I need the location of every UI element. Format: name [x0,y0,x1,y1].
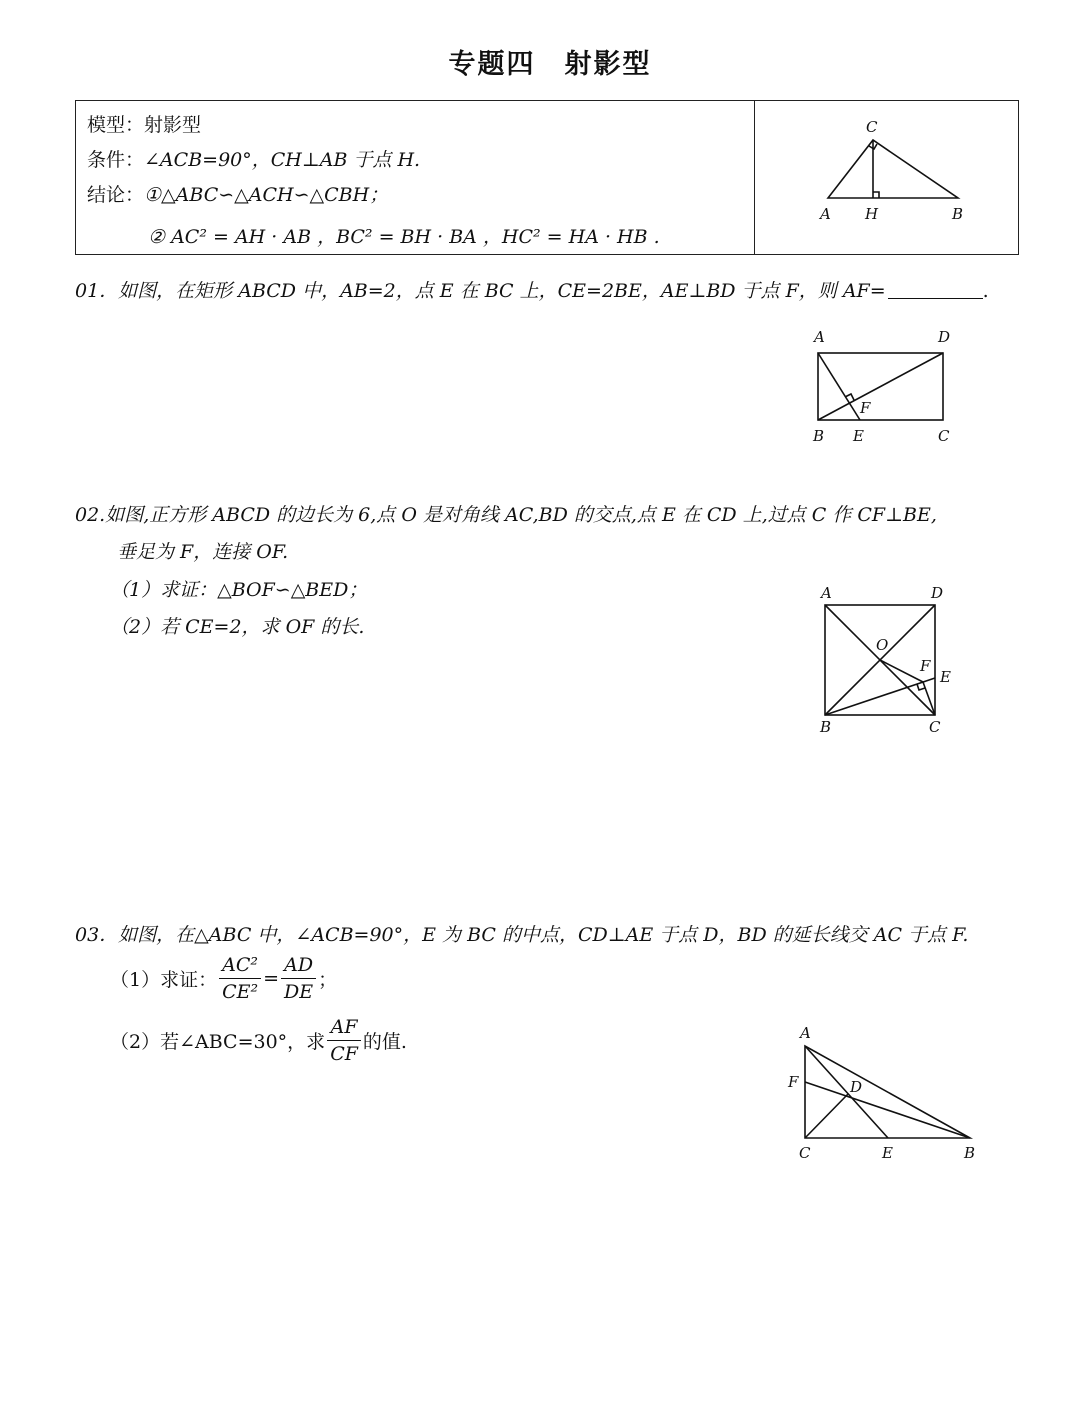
fraction-af-cf [327,1014,361,1067]
label-c: C [799,1144,811,1162]
question-2-part-2 [110,612,364,639]
fraction-3-denominator: CF [330,1043,358,1065]
label-a: A [821,584,832,602]
fraction-ad-de [281,952,316,1005]
label-o: O [876,636,889,654]
question-3-part-1 [110,952,337,1005]
label-d: D [931,584,944,602]
label-b: B [813,427,825,445]
label-d: D [938,328,951,346]
label-c: C [929,718,941,736]
question-3-part-1-prefix: （1）求证： [110,969,218,991]
condition-value: ∠ACB=90°，CH⊥AB 于点 H. [144,149,421,171]
question-2-part-1-text: （1）求证：△BOF∽△BED； [110,579,368,601]
question-1-end: . [982,280,989,302]
label-a: A [820,205,831,223]
model-line [87,110,201,137]
question-3-part-2-prefix: （2）若∠ABC=30°，求 [110,1031,326,1053]
question-3-text: 03．如图，在△ABC 中，∠ACB=90°，E 为 BC 的中点，CD⊥AE 于点 D，BD 的延长线交 AC 于点 F. [75,924,969,946]
conclusion-line-2 [148,222,660,249]
triangle-abc [805,1046,970,1138]
segment-bf [805,1082,970,1138]
fraction-1-denominator: CE² [222,981,259,1003]
condition-line [87,145,420,172]
question-2-text-1: 02.如图,正方形 ABCD 的边长为 6,点 O 是对角线 AC,BD 的交点,点 E 在 CD 上,过点 C 作 CF⊥BE, [75,504,937,526]
label-c: C [866,118,878,136]
question-2-part-2-text: （2）若 CE=2，求 OF 的长. [110,616,365,638]
question-2-figure [810,580,970,745]
question-2-part-1 [110,575,367,602]
segment-cd [805,1094,848,1138]
segment-ae [818,353,860,420]
question-1 [75,276,989,303]
label-a: A [814,328,825,346]
label-f: F [860,399,871,417]
conclusion-label: 结论： [87,184,145,206]
question-3-figure [780,1020,990,1170]
question-2-line-2 [117,537,288,564]
fraction-ac2-ce2 [219,952,261,1005]
label-e: E [940,668,951,686]
question-3-part-1-end: ； [318,969,338,991]
question-3-part-2-end: 的值. [362,1031,407,1053]
label-e: E [853,427,864,445]
label-b: B [964,1144,976,1162]
label-b: B [952,205,964,223]
equals-sign: = [263,967,280,990]
model-label: 模型： [87,114,145,136]
model-box-divider [754,100,755,255]
label-a: A [800,1024,811,1042]
label-f: F [788,1073,799,1091]
question-3-part-2 [110,1014,407,1067]
question-1-figure [805,325,965,455]
conclusion-1: ①△ABC∽△ACH∽△CBH； [144,184,389,206]
answer-blank[interactable] [888,280,983,299]
model-figure [800,110,1000,240]
question-2-text-2: 垂足为 F，连接 OF. [117,541,289,563]
right-angle-mark-h [873,192,879,198]
label-f: F [920,657,931,675]
question-1-text: 01．如图，在矩形 ABCD 中，AB=2，点 E 在 BC 上，CE=2BE，AE⊥BD 于点 F，则 AF= [75,280,886,302]
label-h: H [865,205,879,223]
label-b: B [820,718,832,736]
question-2-line-1 [75,500,937,527]
label-c: C [938,427,950,445]
page-title: 专题四 射影型 [448,49,652,80]
fraction-1-numerator: AC² [219,952,261,979]
label-e: E [882,1144,893,1162]
model-value: 射影型 [144,114,202,136]
question-3 [75,920,968,947]
label-d: D [850,1078,863,1096]
fraction-3-numerator: AF [327,1014,361,1041]
segment-of [880,660,923,682]
segment-be [825,678,935,715]
condition-label: 条件： [87,149,145,171]
fraction-2-numerator: AD [281,952,316,979]
conclusion-line-1 [87,180,388,207]
conclusion-2: ② AC² = AH · AB ，BC² = BH · BA ，HC² = HA · HB . [148,226,660,248]
triangle-abc [828,140,958,198]
diagonal-bd [818,353,943,420]
fraction-2-denominator: DE [284,981,314,1003]
